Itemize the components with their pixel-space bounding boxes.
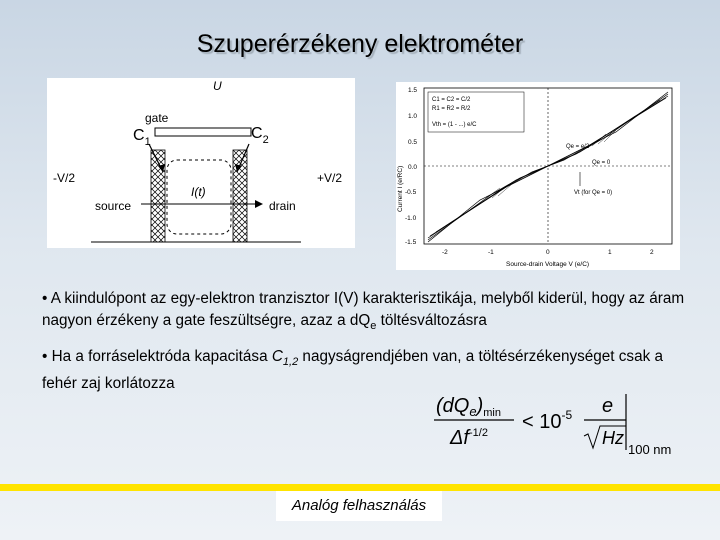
svg-text:-1.5: -1.5 (405, 239, 417, 246)
annot-vt: Vt (for Qe = 0) (574, 190, 613, 196)
c2-label: $C_2$ (251, 125, 269, 146)
noise-formula (430, 388, 690, 458)
plus-v-label: +V/2 (317, 171, 343, 185)
gate-label: gate (145, 111, 169, 125)
c1-label: $C_1$ (133, 127, 151, 148)
svg-text:0: 0 (546, 249, 550, 256)
legend-line2: R1 = R2 = R/2 (432, 106, 471, 112)
legend-line1: C1 = C2 = C/2 (432, 97, 471, 103)
svg-text:< 10-5: < $10^{-5}$ (522, 408, 573, 433)
annot-qe1: Qe = e/2 (566, 144, 590, 150)
junction-right (233, 150, 247, 242)
svg-text:Hz: Hz (602, 428, 624, 448)
annot-qe2: Qe = 0 (592, 160, 611, 166)
svg-text:-1: -1 (488, 249, 494, 256)
bullet-1: • A kiindulópont az egy-elektron tranzisztor I(V) karakterisztikája, melyből kiderül, hogy az áram nagyon érzékeny a gate feszültségre, azaz a $dQ_e$ töltésváltozásra (42, 290, 685, 333)
legend-line3: Vth = (1 - ...) e/C (432, 122, 477, 128)
svg-text:1: 1 (608, 249, 612, 256)
iv-characteristic-plot (396, 82, 680, 270)
drain-label: drain (269, 199, 296, 213)
svg-text:-2: -2 (442, 249, 448, 256)
svg-text:1.0: 1.0 (408, 113, 418, 120)
svg-text:e: e (602, 395, 614, 417)
current-label: I(t) (191, 185, 206, 199)
svg-text:2: 2 (650, 249, 654, 256)
junction-left (151, 150, 165, 242)
source-label: source (95, 199, 132, 213)
minus-v-label: -V/2 (53, 171, 76, 185)
svg-text:1.5: 1.5 (408, 87, 418, 94)
y-tick-labels (405, 87, 417, 246)
bullet-2: • Ha a forráselektróda kapacitása $C_{1,2}$ nagyságrendjében van, a töltésérzékenységet csak a fehér zaj korlátozza (42, 348, 663, 393)
set-circuit-diagram (47, 78, 355, 248)
svg-text:(dQe)min: $(dQ_e)_{min}$ (436, 395, 501, 419)
svg-text:0.0: 0.0 (408, 164, 418, 171)
svg-text:Δf-1/2: $\Delta f^{-1/2}$ (450, 427, 488, 449)
slide-title: Szuperérzékeny elektrométer (196, 30, 524, 58)
svg-text:100 nm: 100 nm (628, 442, 672, 457)
plot-ylabel: Current I (e/RC) (397, 165, 404, 212)
u-label: U (213, 79, 222, 93)
plot-xlabel: Source-drain Voltage V (e/C) (506, 261, 590, 268)
gate-electrode (155, 128, 251, 136)
svg-text:-1.0: -1.0 (405, 215, 417, 222)
svg-text:0.5: 0.5 (408, 139, 418, 146)
x-tick-labels (442, 249, 654, 256)
footer-bar (0, 484, 720, 491)
footer-text: Analóg felhasználás (276, 491, 442, 521)
svg-text:-0.5: -0.5 (405, 189, 417, 196)
